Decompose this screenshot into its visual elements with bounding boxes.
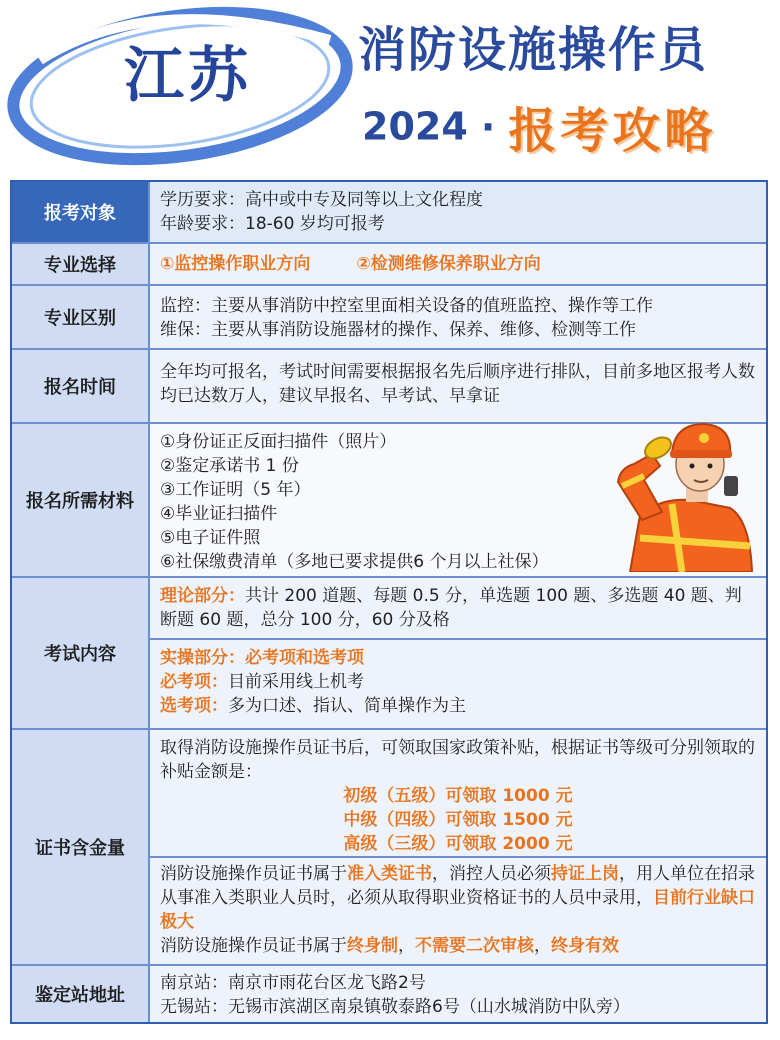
row-label: 专业区别 — [12, 286, 150, 348]
row-content — [150, 244, 766, 284]
row-label: 证书含金量 — [12, 730, 150, 964]
nanjing-address: 南京站：南京市雨花台区龙飞路2号 — [160, 973, 426, 993]
row-label: 专业选择 — [12, 244, 150, 284]
practice-title: 实操部分：必考项和选考项 — [160, 648, 364, 668]
age-requirement: 年龄要求：18-60 岁均可报考 — [160, 214, 385, 234]
separator-dot: · — [480, 104, 496, 149]
guide-subtitle: 报考攻略 — [508, 103, 717, 159]
text-segment: ， — [398, 936, 415, 956]
material-item: ③工作证明（5 年） — [160, 480, 311, 500]
row-target — [12, 182, 766, 242]
optional-line — [160, 694, 756, 718]
row-content — [150, 578, 766, 728]
theory-title: 理论部分： — [160, 586, 245, 606]
subsidy-section — [150, 730, 766, 858]
year-label: 2024 — [362, 104, 468, 149]
row-time — [12, 348, 766, 422]
subsidy-level-senior: 高级（三级）可领取 2000 元 — [343, 834, 573, 854]
row-address — [12, 964, 766, 1022]
row-content — [150, 350, 766, 422]
highlight-access-certificate: 准入类证书 — [347, 864, 432, 884]
highlight-lifetime-valid: 终身有效 — [551, 936, 619, 956]
row-label: 报考对象 — [12, 182, 150, 242]
text-segment: ，用人单位在招录从事准入类职业人员时，必须从取得职业资格证书的人员中录用， — [160, 864, 755, 908]
row-content — [150, 424, 766, 576]
material-item: ②鉴定承诺书 1 份 — [160, 456, 299, 476]
row-materials — [12, 422, 766, 576]
certificate-paragraph-1 — [160, 862, 756, 934]
highlight-licensed-work: 持证上岗 — [551, 864, 619, 884]
row-exam — [12, 576, 766, 728]
theory-section — [150, 578, 766, 640]
row-label: 报名所需材料 — [12, 424, 150, 576]
page-title: 消防设施操作员 — [358, 22, 709, 78]
row-content — [150, 966, 766, 1022]
row-content — [150, 286, 766, 348]
row-difference — [12, 284, 766, 348]
poster-header — [0, 0, 780, 175]
practice-section — [150, 640, 766, 728]
education-requirement: 学历要求：高中或中专及同等以上文化程度 — [160, 190, 483, 210]
year-subtitle-line — [362, 92, 717, 159]
material-item: ④毕业证扫描件 — [160, 504, 278, 524]
text-segment: 消防设施操作员证书属于 — [160, 936, 347, 956]
subsidy-levels — [160, 784, 756, 856]
row-label: 考试内容 — [12, 578, 150, 728]
row-certificate-value — [12, 728, 766, 964]
region-title: 江苏 — [124, 41, 252, 111]
subsidy-level-primary: 初级（五级）可领取 1000 元 — [343, 786, 573, 806]
registration-time-text: 全年均可报名，考试时间需要根据报名先后顺序进行排队，目前多地区报考人数均已达数万人，建议早报名、早考试、早拿证 — [160, 362, 755, 406]
text-segment: ，消控人员必须 — [432, 864, 551, 884]
text-segment: ， — [534, 936, 551, 956]
subsidy-level-intermediate: 中级（四级）可领取 1500 元 — [343, 810, 573, 830]
certificate-paragraph-2 — [160, 934, 756, 958]
required-title: 必考项： — [160, 672, 228, 692]
material-item: ⑤电子证件照 — [160, 528, 261, 548]
subsidy-intro: 取得消防设施操作员证书后，可领取国家政策补贴，根据证书等级可分别领取的补贴金额是： — [160, 738, 755, 782]
wuxi-address: 无锡站：无锡市滨湖区南泉镇敬泰路6号（山水城消防中队旁） — [160, 997, 630, 1017]
optional-text: 多为口述、指认、简单操作为主 — [228, 696, 466, 716]
row-content — [150, 182, 766, 242]
row-content — [150, 730, 766, 964]
material-item: ⑥社保缴费清单（多地已要求提供6 个月以上社保） — [160, 552, 549, 572]
row-label: 鉴定站地址 — [12, 966, 150, 1022]
material-item: ①身份证正反面扫描件（照片） — [160, 432, 397, 452]
certificate-type-section — [150, 858, 766, 964]
theory-text: 共计 200 道题、每题 0.5 分，单选题 100 题、多选题 40 题、判断题 60 题，总分 100 分，60 分及格 — [160, 586, 742, 630]
required-line — [160, 670, 756, 694]
highlight-lifetime: 终身制 — [347, 936, 398, 956]
highlight-industry-shortage: 目前行业缺口极大 — [160, 888, 755, 932]
monitoring-description: 监控：主要从事消防中控室里面相关设备的值班监控、操作等工作 — [160, 296, 653, 316]
row-label: 报名时间 — [12, 350, 150, 422]
highlight-no-review: 不需要二次审核 — [415, 936, 534, 956]
row-major — [12, 242, 766, 284]
major-option-2: ②检测维修保养职业方向 — [356, 254, 541, 274]
required-text: 目前采用线上机考 — [228, 672, 364, 692]
optional-title: 选考项： — [160, 696, 228, 716]
text-segment: 消防设施操作员证书属于 — [160, 864, 347, 884]
info-table — [10, 180, 768, 1024]
major-option-1: ①监控操作职业方向 — [160, 254, 311, 274]
maintenance-description: 维保：主要从事消防设施器材的操作、保养、维修、检测等工作 — [160, 320, 636, 340]
